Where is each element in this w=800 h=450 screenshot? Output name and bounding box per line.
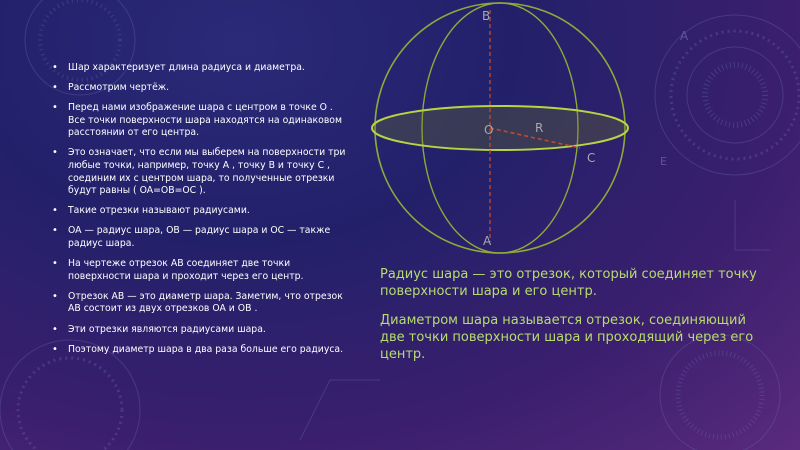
decor-glyph-e: E — [660, 155, 667, 168]
radius-definition: Радиус шара — это отрезок, который соединяет точку поверхности шара и его центр. — [380, 267, 757, 299]
bullet-item: • Это означает, что если мы выберем на поверхности три любые точки, например, точку A , точку B и точку C , соединим их с центром шара, то полученные отрезки будут равны ( OA=OB=OC ). — [52, 147, 352, 197]
definitions — [380, 266, 770, 375]
label-b: B — [482, 9, 491, 23]
bullet-item: • Перед нами изображение шара с центром в точке O . Все точки поверхности шара находятся на одинаковом расстоянии от его центра. — [52, 102, 352, 140]
label-c: C — [587, 151, 596, 165]
bullet-item: • Рассмотрим чертёж. — [52, 82, 352, 95]
diameter-definition: Диаметром шара называется отрезок, соединяющий две точки поверхности шара и проходящий через его центр. — [380, 313, 754, 362]
equator-ellipse — [372, 106, 628, 150]
bullet-item: • На чертеже отрезок AB соединяет две точки поверхности шара и проходит через его центр. — [52, 258, 352, 283]
bullet-list — [52, 62, 352, 364]
bullet-item: • Эти отрезки являются радиусами шара. — [52, 324, 352, 337]
label-o: O — [484, 123, 494, 137]
sphere-diagram — [330, 0, 650, 260]
decor-glyph-a: A — [680, 29, 689, 43]
label-a: A — [483, 234, 492, 248]
bullet-item: • Отрезок AB — это диаметр шара. Заметим, что отрезок AB состоит из двух отрезков OA и OB . — [52, 291, 352, 316]
bullet-item: • Такие отрезки называют радиусами. — [52, 205, 352, 218]
bullet-item: • Поэтому диаметр шара в два раза больше его радиуса. — [52, 344, 352, 357]
label-r: R — [535, 121, 544, 135]
bullet-item: • Шар характеризует длина радиуса и диаметра. — [52, 62, 352, 75]
bullet-item: • OA — радиус шара, OB — радиус шара и OC — также радиус шара. — [52, 225, 352, 250]
